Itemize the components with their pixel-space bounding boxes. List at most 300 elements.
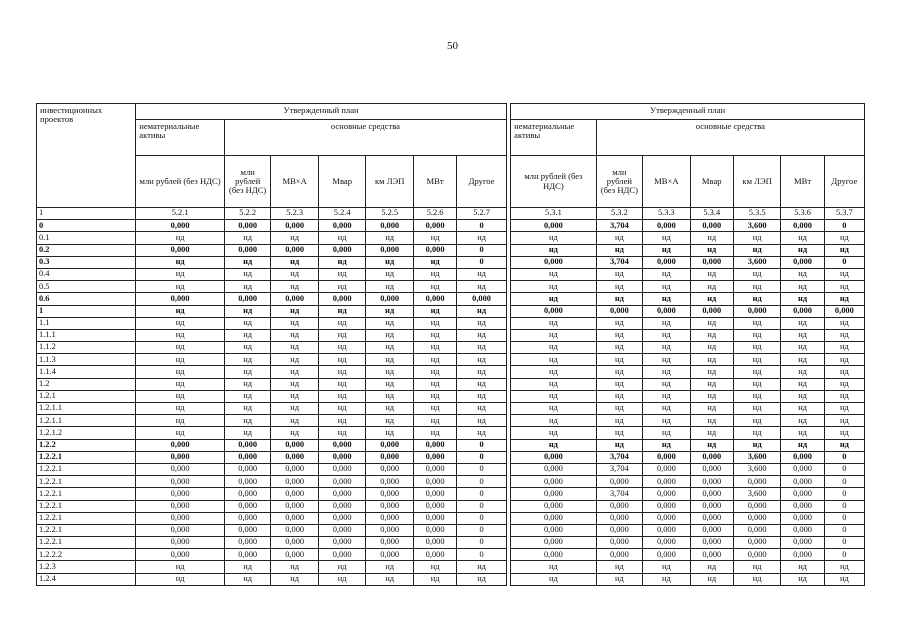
value-cell: нд	[457, 427, 507, 439]
column-number-cell: 5.3.5	[733, 208, 781, 220]
value-cell: нд	[596, 268, 642, 280]
row-id-cell: 1.2.1.2	[37, 427, 136, 439]
row-id-cell: 1.2	[37, 378, 136, 390]
value-cell: 0,000	[271, 537, 319, 549]
row-id-cell: 1.2.2	[37, 439, 136, 451]
value-cell: нд	[511, 366, 597, 378]
value-cell: нд	[511, 427, 597, 439]
value-cell: нд	[690, 378, 733, 390]
value-cell: нд	[824, 342, 864, 354]
row-id-cell: 1.1.2	[37, 342, 136, 354]
value-cell: нд	[224, 268, 270, 280]
value-cell: нд	[457, 232, 507, 244]
value-cell: нд	[318, 573, 366, 585]
value-cell: нд	[511, 561, 597, 573]
value-cell: нд	[690, 281, 733, 293]
value-cell: нд	[457, 354, 507, 366]
value-cell: 0,000	[318, 537, 366, 549]
value-cell: 0,000	[690, 549, 733, 561]
value-cell: нд	[457, 378, 507, 390]
value-cell: 0	[824, 476, 864, 488]
value-cell: нд	[224, 256, 270, 268]
value-cell: 0,000	[366, 244, 414, 256]
value-cell: нд	[781, 415, 824, 427]
value-cell: нд	[271, 561, 319, 573]
value-cell: нд	[457, 305, 507, 317]
value-cell: 0,000	[224, 439, 270, 451]
value-cell: нд	[596, 427, 642, 439]
value-cell: нд	[781, 317, 824, 329]
value-cell: 0,000	[224, 512, 270, 524]
value-cell: нд	[781, 439, 824, 451]
table-row	[37, 354, 865, 366]
table-row	[37, 537, 865, 549]
value-cell: нд	[271, 573, 319, 585]
table-row	[37, 500, 865, 512]
value-cell: 0,000	[511, 512, 597, 524]
value-cell: 0,000	[318, 451, 366, 463]
row-id-cell: 1.1.3	[37, 354, 136, 366]
value-cell: 0,000	[596, 537, 642, 549]
table-row	[37, 439, 865, 451]
value-cell: нд	[413, 232, 456, 244]
value-cell: 0,000	[271, 488, 319, 500]
value-cell: 3,704	[596, 463, 642, 475]
value-cell: 0,000	[366, 439, 414, 451]
value-cell: нд	[271, 232, 319, 244]
value-cell: нд	[366, 427, 414, 439]
page-number: 50	[447, 40, 458, 52]
value-cell: нд	[733, 561, 781, 573]
row-id-cell: 0.4	[37, 268, 136, 280]
value-cell: нд	[824, 281, 864, 293]
unit-header-left: МВ×А	[271, 156, 319, 208]
value-cell: 0,000	[781, 256, 824, 268]
value-cell: 0,000	[733, 537, 781, 549]
value-cell: нд	[457, 403, 507, 415]
fixed-assets-header-right: основные средства	[596, 120, 864, 156]
row-id-cell: 0.6	[37, 293, 136, 305]
value-cell: нд	[136, 232, 225, 244]
unit-header-right: Мвар	[690, 156, 733, 208]
value-cell: 0,000	[781, 500, 824, 512]
value-cell: 0,000	[366, 488, 414, 500]
table-row	[37, 390, 865, 402]
column-number-cell: 5.3.6	[781, 208, 824, 220]
value-cell: 0,000	[318, 512, 366, 524]
value-cell: нд	[824, 268, 864, 280]
value-cell: 3,600	[733, 256, 781, 268]
value-cell: 0,000	[136, 476, 225, 488]
row-id-cell: 1.2.1.1	[37, 415, 136, 427]
value-cell: нд	[690, 317, 733, 329]
value-cell: нд	[596, 439, 642, 451]
value-cell: нд	[457, 573, 507, 585]
table-row	[37, 366, 865, 378]
intangible-header-left: нематериальные активы	[136, 120, 225, 156]
value-cell: 0,000	[781, 451, 824, 463]
value-cell: нд	[366, 403, 414, 415]
table-row	[37, 232, 865, 244]
value-cell: нд	[643, 427, 691, 439]
value-cell: 0,000	[271, 512, 319, 524]
value-cell: 0	[824, 488, 864, 500]
value-cell: нд	[643, 390, 691, 402]
value-cell: 0,000	[690, 451, 733, 463]
value-cell: нд	[643, 244, 691, 256]
value-cell: 0,000	[596, 524, 642, 536]
value-cell: нд	[413, 281, 456, 293]
value-cell: нд	[413, 366, 456, 378]
row-id-cell: 1.2.3	[37, 561, 136, 573]
unit-header-left: км ЛЭП	[366, 156, 414, 208]
value-cell: нд	[733, 244, 781, 256]
column-number-cell: 5.3.7	[824, 208, 864, 220]
value-cell: 0,000	[318, 549, 366, 561]
value-cell: нд	[413, 305, 456, 317]
table-row	[37, 342, 865, 354]
value-cell: 0,000	[224, 488, 270, 500]
column-number-cell: 5.2.7	[457, 208, 507, 220]
value-cell: нд	[271, 281, 319, 293]
value-cell: нд	[224, 561, 270, 573]
value-cell: нд	[781, 403, 824, 415]
value-cell: 0,000	[643, 500, 691, 512]
value-cell: нд	[271, 329, 319, 341]
value-cell: нд	[824, 354, 864, 366]
value-cell: нд	[643, 354, 691, 366]
column-number-cell: 5.2.1	[136, 208, 225, 220]
value-cell: 0,000	[413, 549, 456, 561]
value-cell: нд	[318, 329, 366, 341]
value-cell: 0,000	[733, 305, 781, 317]
value-cell: 0,000	[224, 524, 270, 536]
value-cell: нд	[271, 403, 319, 415]
value-cell: нд	[318, 305, 366, 317]
value-cell: нд	[413, 403, 456, 415]
value-cell: нд	[136, 561, 225, 573]
value-cell: 0,000	[366, 549, 414, 561]
value-cell: нд	[366, 268, 414, 280]
table-row	[37, 512, 865, 524]
value-cell: 0,000	[318, 293, 366, 305]
value-cell: 0,000	[643, 305, 691, 317]
value-cell: 0,000	[136, 293, 225, 305]
value-cell: 0,000	[136, 244, 225, 256]
value-cell: 0,000	[366, 451, 414, 463]
row-id-cell: 0.1	[37, 232, 136, 244]
value-cell: нд	[224, 317, 270, 329]
value-cell: 0,000	[271, 244, 319, 256]
value-cell: 0,000	[511, 549, 597, 561]
value-cell: нд	[457, 317, 507, 329]
value-cell: нд	[136, 281, 225, 293]
value-cell: 3,704	[596, 220, 642, 232]
value-cell: 3,600	[733, 451, 781, 463]
value-cell: 0,000	[413, 463, 456, 475]
value-cell: нд	[457, 390, 507, 402]
value-cell: 0,000	[643, 220, 691, 232]
value-cell: 0,000	[318, 476, 366, 488]
value-cell: нд	[733, 329, 781, 341]
value-cell: 0,000	[413, 476, 456, 488]
value-cell: нд	[271, 415, 319, 427]
value-cell: 0,000	[413, 512, 456, 524]
value-cell: нд	[596, 403, 642, 415]
value-cell: 0,000	[733, 549, 781, 561]
table-row	[37, 415, 865, 427]
value-cell: 0,000	[690, 488, 733, 500]
value-cell: нд	[366, 415, 414, 427]
value-cell: 0,000	[781, 537, 824, 549]
value-cell: 0	[824, 451, 864, 463]
value-cell: нд	[366, 281, 414, 293]
value-cell: нд	[224, 427, 270, 439]
value-cell: нд	[318, 561, 366, 573]
value-cell: нд	[413, 342, 456, 354]
value-cell: 0,000	[136, 220, 225, 232]
value-cell: нд	[824, 378, 864, 390]
value-cell: нд	[733, 268, 781, 280]
row-id-cell: 1.2.2.1	[37, 463, 136, 475]
value-cell: 0,000	[413, 488, 456, 500]
value-cell: 0,000	[413, 451, 456, 463]
value-cell: 0	[824, 220, 864, 232]
value-cell: нд	[511, 378, 597, 390]
value-cell: нд	[781, 293, 824, 305]
row-id-cell: 0.2	[37, 244, 136, 256]
value-cell: нд	[413, 390, 456, 402]
value-cell: нд	[596, 366, 642, 378]
value-cell: 0,000	[690, 305, 733, 317]
value-cell: нд	[643, 378, 691, 390]
value-cell: 0	[457, 524, 507, 536]
value-cell: нд	[643, 366, 691, 378]
value-cell: нд	[224, 573, 270, 585]
value-cell: нд	[690, 268, 733, 280]
value-cell: нд	[413, 329, 456, 341]
value-cell: нд	[824, 293, 864, 305]
value-cell: 0,000	[136, 463, 225, 475]
value-cell: нд	[781, 232, 824, 244]
value-cell: 3,600	[733, 463, 781, 475]
value-cell: нд	[136, 329, 225, 341]
value-cell: нд	[596, 390, 642, 402]
value-cell: нд	[733, 415, 781, 427]
row-id-cell: 1.2.2.1	[37, 488, 136, 500]
value-cell: нд	[690, 232, 733, 244]
value-cell: нд	[824, 366, 864, 378]
value-cell: нд	[511, 244, 597, 256]
value-cell: нд	[511, 232, 597, 244]
value-cell: 0,000	[224, 549, 270, 561]
table-row	[37, 524, 865, 536]
column-number-cell: 5.3.2	[596, 208, 642, 220]
value-cell: нд	[596, 561, 642, 573]
value-cell: 0,000	[511, 305, 597, 317]
value-cell: нд	[318, 281, 366, 293]
value-cell: 0,000	[511, 256, 597, 268]
value-cell: нд	[643, 439, 691, 451]
row-id-cell: 1.2.1	[37, 390, 136, 402]
value-cell: 3,704	[596, 488, 642, 500]
value-cell: 0,000	[413, 524, 456, 536]
value-cell: 0	[457, 476, 507, 488]
value-cell: 0,000	[366, 463, 414, 475]
value-cell: 0	[824, 463, 864, 475]
value-cell: нд	[271, 427, 319, 439]
value-cell: нд	[318, 378, 366, 390]
value-cell: нд	[690, 561, 733, 573]
value-cell: нд	[318, 366, 366, 378]
value-cell: 0	[457, 549, 507, 561]
value-cell: нд	[413, 415, 456, 427]
value-cell: нд	[224, 378, 270, 390]
unit-header-right: км ЛЭП	[733, 156, 781, 208]
value-cell: нд	[366, 317, 414, 329]
value-cell: 0,000	[643, 256, 691, 268]
value-cell: 0	[457, 220, 507, 232]
value-cell: нд	[690, 293, 733, 305]
value-cell: 0,000	[596, 476, 642, 488]
value-cell: нд	[224, 415, 270, 427]
value-cell: нд	[511, 403, 597, 415]
fixed-assets-header-left: основные средства	[224, 120, 506, 156]
value-cell: нд	[643, 268, 691, 280]
value-cell: 0,000	[643, 537, 691, 549]
value-cell: 0,000	[366, 512, 414, 524]
value-cell: нд	[643, 415, 691, 427]
value-cell: нд	[413, 354, 456, 366]
value-cell: нд	[643, 403, 691, 415]
value-cell: 0,000	[457, 293, 507, 305]
value-cell: нд	[271, 256, 319, 268]
value-cell: 0,000	[781, 512, 824, 524]
unit-header-right: млн рублей (без НДС)	[511, 156, 597, 208]
plan-header-left: Утвержденный план	[136, 104, 507, 120]
table-row	[37, 561, 865, 573]
value-cell: нд	[318, 256, 366, 268]
value-cell: 0,000	[596, 500, 642, 512]
value-cell: нд	[733, 317, 781, 329]
value-cell: 0,000	[224, 463, 270, 475]
value-cell: нд	[824, 427, 864, 439]
unit-header-right: Другое	[824, 156, 864, 208]
value-cell: нд	[318, 354, 366, 366]
value-cell: нд	[366, 329, 414, 341]
value-cell: нд	[511, 354, 597, 366]
value-cell: 0,000	[596, 512, 642, 524]
value-cell: нд	[596, 232, 642, 244]
row-id-cell: 1.2.4	[37, 573, 136, 585]
value-cell: 0,000	[136, 451, 225, 463]
value-cell: нд	[318, 390, 366, 402]
value-cell: 0,000	[643, 476, 691, 488]
table-row	[37, 256, 865, 268]
value-cell: 0,000	[224, 500, 270, 512]
value-cell: нд	[643, 232, 691, 244]
column-number-cell: 5.2.2	[224, 208, 270, 220]
value-cell: нд	[318, 232, 366, 244]
value-cell: нд	[643, 281, 691, 293]
value-cell: нд	[596, 573, 642, 585]
value-cell: 0,000	[596, 305, 642, 317]
value-cell: нд	[511, 268, 597, 280]
value-cell: 0,000	[224, 476, 270, 488]
value-cell: 0,000	[781, 476, 824, 488]
value-cell: 0,000	[318, 500, 366, 512]
row-id-cell: 1.2.2.1	[37, 537, 136, 549]
value-cell: нд	[643, 293, 691, 305]
value-cell: 0,000	[733, 512, 781, 524]
table-row	[37, 476, 865, 488]
value-cell: 0,000	[690, 500, 733, 512]
value-cell: 0,000	[781, 220, 824, 232]
value-cell: нд	[781, 329, 824, 341]
unit-header-right: МВт	[781, 156, 824, 208]
plan-header-right: Утвержденный план	[511, 104, 865, 120]
value-cell: 0,000	[224, 220, 270, 232]
value-cell: 0,000	[318, 244, 366, 256]
value-cell: 0,000	[781, 488, 824, 500]
value-cell: нд	[413, 268, 456, 280]
value-cell: нд	[366, 305, 414, 317]
unit-header-left: МВт	[413, 156, 456, 208]
value-cell: нд	[643, 329, 691, 341]
value-cell: нд	[596, 281, 642, 293]
value-cell: нд	[781, 354, 824, 366]
value-cell: нд	[596, 354, 642, 366]
value-cell: 0,000	[511, 476, 597, 488]
value-cell: 0,000	[271, 500, 319, 512]
value-cell: нд	[733, 232, 781, 244]
value-cell: нд	[413, 317, 456, 329]
unit-header-left: Другое	[457, 156, 507, 208]
value-cell: нд	[136, 256, 225, 268]
value-cell: нд	[366, 378, 414, 390]
value-cell: нд	[733, 378, 781, 390]
value-cell: нд	[136, 354, 225, 366]
table-row	[37, 293, 865, 305]
value-cell: 0	[457, 537, 507, 549]
value-cell: нд	[824, 244, 864, 256]
column-number-cell: 5.3.1	[511, 208, 597, 220]
value-cell: 0,000	[596, 549, 642, 561]
value-cell: нд	[366, 354, 414, 366]
value-cell: 0	[824, 549, 864, 561]
value-cell: нд	[690, 427, 733, 439]
value-cell: 0	[824, 500, 864, 512]
value-cell: нд	[271, 378, 319, 390]
value-cell: нд	[690, 439, 733, 451]
value-cell: нд	[136, 366, 225, 378]
value-cell: нд	[824, 403, 864, 415]
column-number-cell: 5.2.4	[318, 208, 366, 220]
unit-header-left: млн рублей (без НДС)	[224, 156, 270, 208]
value-cell: 0,000	[271, 549, 319, 561]
value-cell: 0	[824, 256, 864, 268]
value-cell: нд	[733, 281, 781, 293]
column-number-cell: 5.3.4	[690, 208, 733, 220]
value-cell: 0,000	[136, 439, 225, 451]
table-row	[37, 305, 865, 317]
value-cell: 0,000	[643, 549, 691, 561]
value-cell: нд	[733, 439, 781, 451]
value-cell: нд	[781, 366, 824, 378]
value-cell: 0,000	[224, 244, 270, 256]
value-cell: 0,000	[690, 537, 733, 549]
value-cell: нд	[733, 366, 781, 378]
